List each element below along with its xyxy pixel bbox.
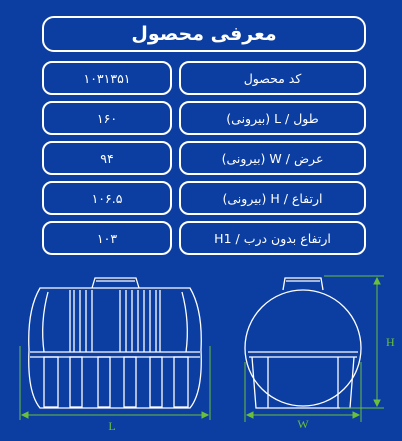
tank-technical-drawing [0,262,402,441]
spec-label: ارتفاع بدون درب / H1 [179,221,366,255]
spec-value: ۹۴ [42,141,172,175]
spec-value: ۱۶۰ [42,101,172,135]
tank-side-view [29,278,202,408]
length-label: L [108,419,116,433]
spec-label: عرض / W (بیرونی) [179,141,366,175]
spec-label: کد محصول [179,61,366,95]
height-dimension [324,276,384,408]
tank-body-outline [29,288,202,408]
spec-value: ۱۰۶.۵ [42,181,172,215]
spec-row-height-without-lid [42,221,366,255]
tank-front-view [245,278,361,408]
width-label: W [297,417,309,431]
spec-value: ۱۰۳۱۳۵۱ [42,61,172,95]
page-title: معرفی محصول [42,16,366,52]
spec-value: ۱۰۳ [42,221,172,255]
spec-row-width [42,141,366,175]
width-dimension [245,362,361,422]
tank-lid [92,278,139,288]
tank-front-lid [283,278,323,290]
spec-label: ارتفاع / H (بیرونی) [179,181,366,215]
spec-row-product-code [42,61,366,95]
spec-row-length [42,101,366,135]
spec-label: طول / L (بیرونی) [179,101,366,135]
spec-row-height [42,181,366,215]
tank-front-outline [245,290,361,406]
height-label: H [386,335,395,349]
